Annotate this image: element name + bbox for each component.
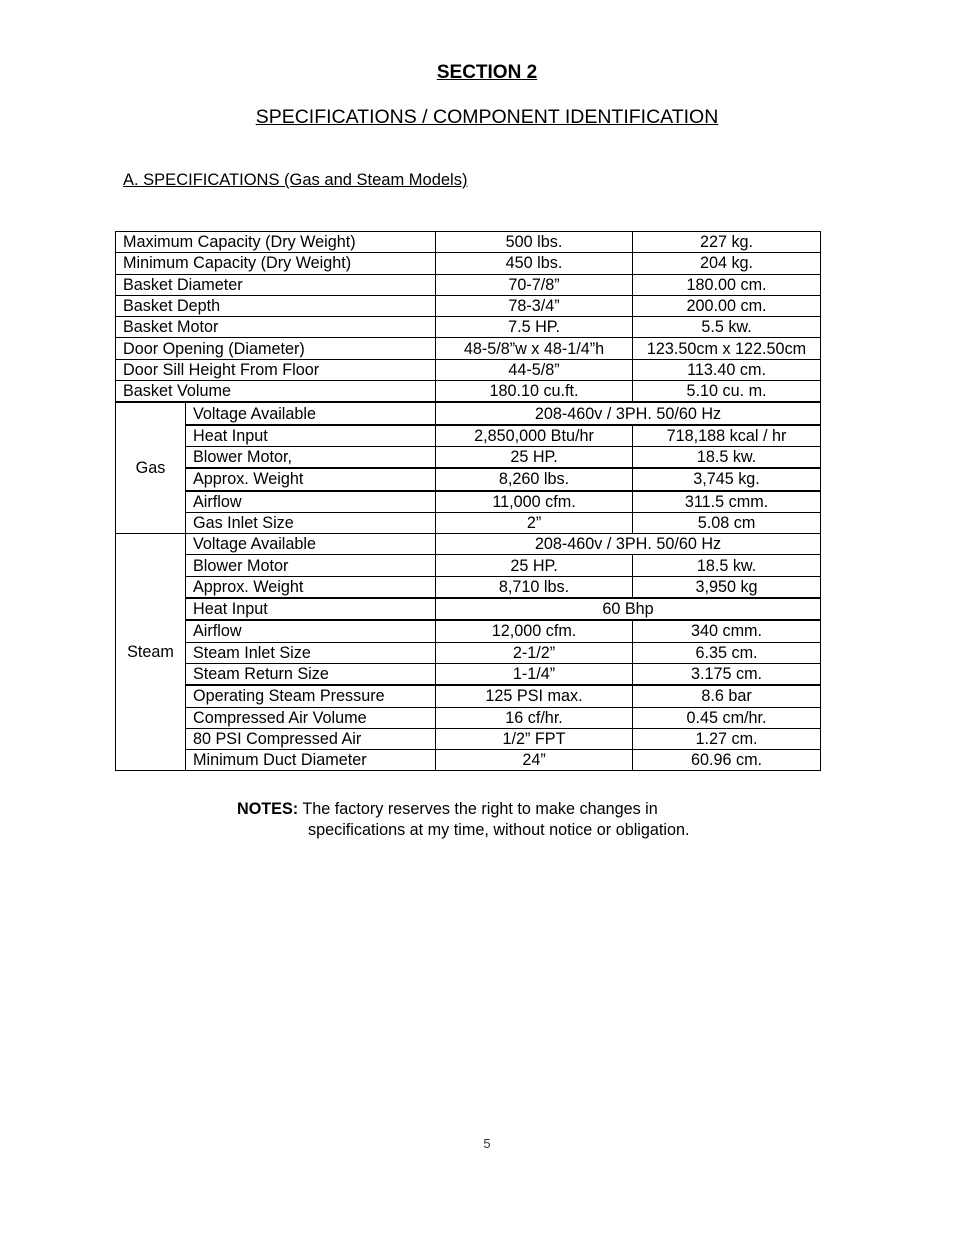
notes-line-2: specifications at my time, without notice or obligation. xyxy=(308,821,690,839)
table-row xyxy=(116,620,821,642)
table-row xyxy=(116,446,821,468)
spec-value-imperial: 70-7/8” xyxy=(436,274,633,295)
spec-value-metric: 718,188 kcal / hr xyxy=(633,425,821,447)
spec-value-metric: 5.10 cu. m. xyxy=(633,381,821,403)
spec-value-metric: 3,745 kg. xyxy=(633,468,821,490)
spec-label: Heat Input xyxy=(186,425,436,447)
spec-value-imperial: 1/2” FPT xyxy=(436,728,633,749)
spec-value-imperial: 2-1/2” xyxy=(436,642,633,663)
spec-label: Airflow xyxy=(186,620,436,642)
page-number: 5 xyxy=(483,1136,491,1151)
spec-label: Steam Return Size xyxy=(186,663,436,685)
table-row xyxy=(116,468,821,490)
spec-label: Approx. Weight xyxy=(186,576,436,598)
table-row xyxy=(116,381,821,403)
table-row xyxy=(116,274,821,295)
spec-label: Basket Volume xyxy=(116,381,436,403)
table-row xyxy=(116,598,821,620)
table-row xyxy=(116,491,821,513)
table-row xyxy=(116,402,821,424)
spec-label: 80 PSI Compressed Air xyxy=(186,728,436,749)
spec-value-combined: 208-460v / 3PH. 50/60 Hz xyxy=(436,402,821,424)
table-row xyxy=(116,707,821,728)
spec-label: Basket Depth xyxy=(116,295,436,316)
spec-value-metric: 3,950 kg xyxy=(633,576,821,598)
spec-value-metric: 340 cmm. xyxy=(633,620,821,642)
spec-value-metric: 227 kg. xyxy=(633,232,821,253)
table-row xyxy=(116,685,821,707)
spec-label: Minimum Duct Diameter xyxy=(186,750,436,771)
spec-label: Door Opening (Diameter) xyxy=(116,338,436,359)
spec-value-imperial: 2,850,000 Btu/hr xyxy=(436,425,633,447)
table-row xyxy=(116,728,821,749)
spec-value-imperial: 1-1/4” xyxy=(436,663,633,685)
spec-value-metric: 5.5 kw. xyxy=(633,317,821,338)
spec-label: Minimum Capacity (Dry Weight) xyxy=(116,253,436,274)
spec-label: Airflow xyxy=(186,491,436,513)
spec-value-imperial: 8,260 lbs. xyxy=(436,468,633,490)
page-heading: SPECIFICATIONS / COMPONENT IDENTIFICATION xyxy=(255,106,719,128)
spec-value-imperial: 78-3/4” xyxy=(436,295,633,316)
spec-label: Approx. Weight xyxy=(186,468,436,490)
notes-line-1: The factory reserves the right to make changes in xyxy=(302,800,658,818)
spec-value-metric: 123.50cm x 122.50cm xyxy=(633,338,821,359)
section-title: SECTION 2 xyxy=(436,62,538,83)
table-row xyxy=(116,642,821,663)
spec-label: Basket Diameter xyxy=(116,274,436,295)
spec-value-imperial: 24” xyxy=(436,750,633,771)
spec-label: Maximum Capacity (Dry Weight) xyxy=(116,232,436,253)
specifications-table-body xyxy=(116,232,821,771)
gas-group-label: Gas xyxy=(116,402,186,533)
spec-value-metric: 0.45 cm/hr. xyxy=(633,707,821,728)
spec-value-imperial: 44-5/8” xyxy=(436,359,633,380)
spec-value-metric: 113.40 cm. xyxy=(633,359,821,380)
spec-value-metric: 200.00 cm. xyxy=(633,295,821,316)
notes-block xyxy=(237,799,690,841)
spec-value-metric: 60.96 cm. xyxy=(633,750,821,771)
spec-value-metric: 311.5 cmm. xyxy=(633,491,821,513)
spec-value-imperial: 25 HP. xyxy=(436,555,633,576)
notes-label: NOTES: xyxy=(237,800,299,818)
table-row xyxy=(116,253,821,274)
table-row xyxy=(116,425,821,447)
spec-value-imperial: 2” xyxy=(436,512,633,533)
spec-label: Steam Inlet Size xyxy=(186,642,436,663)
spec-value-metric: 8.6 bar xyxy=(633,685,821,707)
spec-value-imperial: 7.5 HP. xyxy=(436,317,633,338)
spec-label: Compressed Air Volume xyxy=(186,707,436,728)
spec-label: Voltage Available xyxy=(186,534,436,555)
table-row xyxy=(116,295,821,316)
spec-value-metric: 6.35 cm. xyxy=(633,642,821,663)
table-row xyxy=(116,232,821,253)
spec-value-imperial: 16 cf/hr. xyxy=(436,707,633,728)
spec-value-metric: 18.5 kw. xyxy=(633,555,821,576)
table-row xyxy=(116,359,821,380)
spec-label: Gas Inlet Size xyxy=(186,512,436,533)
spec-label: Operating Steam Pressure xyxy=(186,685,436,707)
spec-value-metric: 5.08 cm xyxy=(633,512,821,533)
spec-value-imperial: 8,710 lbs. xyxy=(436,576,633,598)
spec-value-metric: 18.5 kw. xyxy=(633,446,821,468)
table-row xyxy=(116,663,821,685)
steam-group-label: Steam xyxy=(116,534,186,771)
spec-value-combined: 60 Bhp xyxy=(436,598,821,620)
spec-value-imperial: 180.10 cu.ft. xyxy=(436,381,633,403)
table-row xyxy=(116,512,821,533)
spec-label: Door Sill Height From Floor xyxy=(116,359,436,380)
spec-value-metric: 180.00 cm. xyxy=(633,274,821,295)
specifications-table xyxy=(115,231,821,771)
table-row xyxy=(116,555,821,576)
spec-value-imperial: 12,000 cfm. xyxy=(436,620,633,642)
spec-value-metric: 1.27 cm. xyxy=(633,728,821,749)
spec-label: Voltage Available xyxy=(186,402,436,424)
spec-value-imperial: 25 HP. xyxy=(436,446,633,468)
spec-value-imperial: 450 lbs. xyxy=(436,253,633,274)
table-row xyxy=(116,338,821,359)
table-row xyxy=(116,576,821,598)
spec-value-metric: 3.175 cm. xyxy=(633,663,821,685)
spec-value-imperial: 11,000 cfm. xyxy=(436,491,633,513)
table-row xyxy=(116,534,821,555)
spec-value-metric: 204 kg. xyxy=(633,253,821,274)
spec-label: Blower Motor xyxy=(186,555,436,576)
spec-label: Basket Motor xyxy=(116,317,436,338)
spec-value-imperial: 125 PSI max. xyxy=(436,685,633,707)
spec-value-imperial: 500 lbs. xyxy=(436,232,633,253)
spec-label: Blower Motor, xyxy=(186,446,436,468)
table-row xyxy=(116,317,821,338)
spec-label: Heat Input xyxy=(186,598,436,620)
spec-value-combined: 208-460v / 3PH. 50/60 Hz xyxy=(436,534,821,555)
specifications-subheading: A. SPECIFICATIONS (Gas and Steam Models) xyxy=(123,171,468,189)
spec-value-imperial: 48-5/8”w x 48-1/4”h xyxy=(436,338,633,359)
table-row xyxy=(116,750,821,771)
